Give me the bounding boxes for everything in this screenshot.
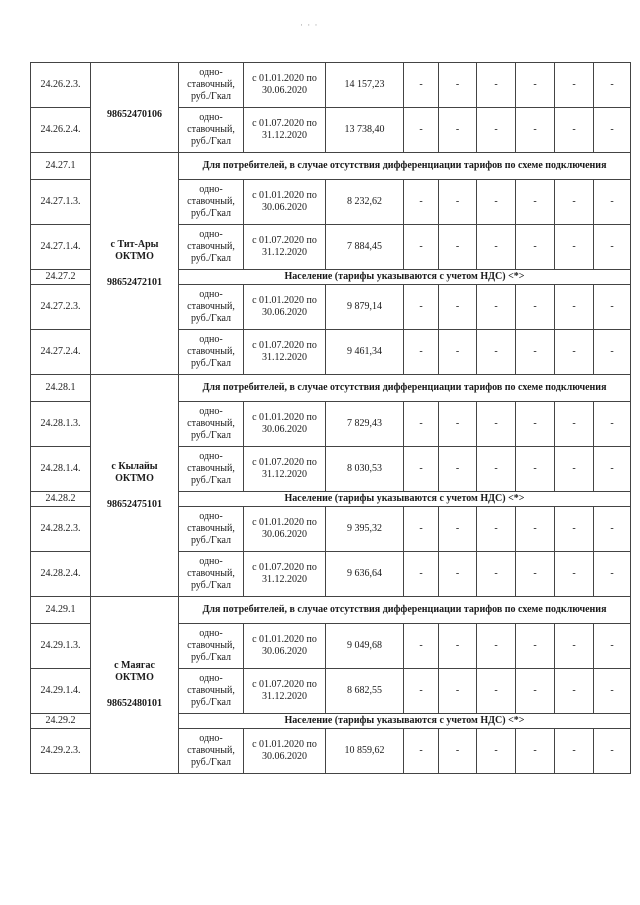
tariff-table-body [31,63,631,774]
tariff-value: 13 738,40 [326,108,404,153]
locality-spacer [91,485,178,499]
period: с 01.07.2020 по 31.12.2020 [244,669,326,714]
empty-value: - [594,507,631,552]
tariff-value: 9 461,34 [326,330,404,375]
empty-value: - [516,447,555,492]
empty-value: - [516,669,555,714]
empty-value: - [477,669,516,714]
empty-value: - [404,330,439,375]
section-title: Для потребителей, в случае отсутствия дифференциации тарифов по схеме подключения [179,153,631,180]
rate-type: одно-ставочный, руб./Гкал [179,225,244,270]
empty-value: - [439,285,477,330]
row-code: 24.27.1.4. [31,225,91,270]
empty-value: - [439,225,477,270]
tariff-value: 8 682,55 [326,669,404,714]
tariff-value: 7 884,45 [326,225,404,270]
empty-value: - [404,402,439,447]
empty-value: - [404,63,439,108]
empty-value: - [516,285,555,330]
empty-value: - [404,225,439,270]
empty-value: - [477,507,516,552]
empty-value: - [516,63,555,108]
row-code: 24.26.2.4. [31,108,91,153]
empty-value: - [404,669,439,714]
rate-type: одно-ставочный, руб./Гкал [179,729,244,774]
empty-value: - [594,624,631,669]
page-top-mark: · · · [300,20,319,30]
empty-value: - [594,63,631,108]
empty-value: - [555,624,594,669]
oktmo-code: 98652480101 [107,698,162,709]
period: с 01.07.2020 по 31.12.2020 [244,108,326,153]
empty-value: - [439,330,477,375]
locality-spacer [91,95,178,109]
empty-value: - [555,108,594,153]
empty-value: - [439,729,477,774]
empty-value: - [477,624,516,669]
rate-type: одно-ставочный, руб./Гкал [179,330,244,375]
empty-value: - [404,285,439,330]
empty-value: - [516,624,555,669]
empty-value: - [594,447,631,492]
section-code: 24.27.2 [31,270,91,285]
empty-value: - [555,285,594,330]
tariff-row [31,63,631,108]
empty-value: - [439,669,477,714]
row-code: 24.29.1.3. [31,624,91,669]
empty-value: - [516,402,555,447]
period: с 01.07.2020 по 31.12.2020 [244,447,326,492]
oktmo-code: 98652475101 [107,498,162,510]
empty-value: - [516,180,555,225]
section-header-row [31,597,631,624]
tariff-value: 8 232,62 [326,180,404,225]
empty-value: - [439,447,477,492]
row-code: 24.26.2.3. [31,63,91,108]
section-code: 24.28.1 [31,375,91,402]
locality-cell [91,375,179,597]
tariff-value: 7 829,43 [326,402,404,447]
empty-value: - [555,330,594,375]
tariff-value: 10 859,62 [326,729,404,774]
rate-type: одно-ставочный, руб./Гкал [179,507,244,552]
period: с 01.01.2020 по 30.06.2020 [244,63,326,108]
locality-cell [91,597,179,774]
empty-value: - [477,225,516,270]
period: с 01.07.2020 по 31.12.2020 [244,225,326,270]
tariff-value: 9 395,32 [326,507,404,552]
tariff-value: 9 636,64 [326,552,404,597]
section-header-row [31,153,631,180]
section-title: Для потребителей, в случае отсутствия дифференциации тарифов по схеме подключения [179,375,631,402]
locality-name: с Маягас [114,660,155,671]
period: с 01.01.2020 по 30.06.2020 [244,402,326,447]
locality-spacer [91,684,178,698]
period: с 01.07.2020 по 31.12.2020 [244,552,326,597]
empty-value: - [439,402,477,447]
empty-value: - [594,285,631,330]
rate-type: одно-ставочный, руб./Гкал [179,552,244,597]
empty-value: - [516,729,555,774]
locality-name: с Кылайы [111,460,158,472]
empty-value: - [594,108,631,153]
empty-value: - [594,669,631,714]
empty-value: - [555,402,594,447]
period: с 01.01.2020 по 30.06.2020 [244,285,326,330]
period: с 01.07.2020 по 31.12.2020 [244,330,326,375]
section-code: 24.28.2 [31,492,91,507]
empty-value: - [477,402,516,447]
empty-value: - [555,63,594,108]
empty-value: - [477,63,516,108]
empty-value: - [516,108,555,153]
oktmo-code: 98652472101 [107,276,162,288]
row-code: 24.27.2.4. [31,330,91,375]
empty-value: - [594,225,631,270]
period: с 01.01.2020 по 30.06.2020 [244,729,326,774]
tariff-value: 9 879,14 [326,285,404,330]
rate-type: одно-ставочный, руб./Гкал [179,108,244,153]
rate-type: одно-ставочный, руб./Гкал [179,180,244,225]
empty-value: - [404,729,439,774]
empty-value: - [555,507,594,552]
row-code: 24.27.1.3. [31,180,91,225]
period: с 01.01.2020 по 30.06.2020 [244,180,326,225]
row-code: 24.28.2.4. [31,552,91,597]
empty-value: - [516,507,555,552]
section-title: Население (тарифы указываются с учетом НДС) <*> [179,270,631,285]
empty-value: - [477,330,516,375]
tariff-value: 9 049,68 [326,624,404,669]
empty-value: - [555,729,594,774]
locality-spacer [91,263,178,277]
section-title: Для потребителей, в случае отсутствия дифференциации тарифов по схеме подключения [179,597,631,624]
empty-value: - [439,507,477,552]
row-code: 24.29.1.4. [31,669,91,714]
empty-value: - [477,729,516,774]
oktmo-code: 98652470106 [107,108,162,120]
empty-value: - [404,552,439,597]
rate-type: одно-ставочный, руб./Гкал [179,402,244,447]
empty-value: - [594,180,631,225]
rate-type: одно-ставочный, руб./Гкал [179,447,244,492]
empty-value: - [439,552,477,597]
rate-type: одно-ставочный, руб./Гкал [179,624,244,669]
locality-name: с Тит-Ары [110,238,159,250]
period: с 01.01.2020 по 30.06.2020 [244,507,326,552]
section-title: Население (тарифы указываются с учетом НДС) <*> [179,492,631,507]
row-code: 24.29.2.3. [31,729,91,774]
empty-value: - [404,447,439,492]
empty-value: - [594,330,631,375]
locality-name: ОКТМО [115,250,154,262]
tariff-table [30,62,631,774]
empty-value: - [404,624,439,669]
empty-value: - [477,447,516,492]
empty-value: - [439,108,477,153]
row-code: 24.28.2.3. [31,507,91,552]
empty-value: - [404,108,439,153]
empty-value: - [516,552,555,597]
section-header-row [31,375,631,402]
empty-value: - [404,180,439,225]
tariff-value: 14 157,23 [326,63,404,108]
row-code: 24.28.1.3. [31,402,91,447]
locality-name: ОКТМО [115,672,154,683]
empty-value: - [555,669,594,714]
empty-value: - [555,447,594,492]
empty-value: - [555,180,594,225]
empty-value: - [404,507,439,552]
empty-value: - [477,180,516,225]
empty-value: - [477,285,516,330]
section-code: 24.29.2 [31,714,91,729]
empty-value: - [439,624,477,669]
section-title: Население (тарифы указываются с учетом НДС) <*> [179,714,631,729]
locality-cell [91,153,179,375]
row-code: 24.27.2.3. [31,285,91,330]
locality-name: ОКТМО [115,472,154,484]
rate-type: одно-ставочный, руб./Гкал [179,285,244,330]
rate-type: одно-ставочный, руб./Гкал [179,63,244,108]
section-code: 24.29.1 [31,597,91,624]
section-code: 24.27.1 [31,153,91,180]
empty-value: - [477,552,516,597]
empty-value: - [594,552,631,597]
locality-cell [91,63,179,153]
empty-value: - [555,225,594,270]
row-code: 24.28.1.4. [31,447,91,492]
empty-value: - [439,63,477,108]
tariff-value: 8 030,53 [326,447,404,492]
period: с 01.01.2020 по 30.06.2020 [244,624,326,669]
empty-value: - [555,552,594,597]
empty-value: - [516,330,555,375]
empty-value: - [516,225,555,270]
empty-value: - [594,402,631,447]
rate-type: одно-ставочный, руб./Гкал [179,669,244,714]
empty-value: - [594,729,631,774]
empty-value: - [477,108,516,153]
empty-value: - [439,180,477,225]
